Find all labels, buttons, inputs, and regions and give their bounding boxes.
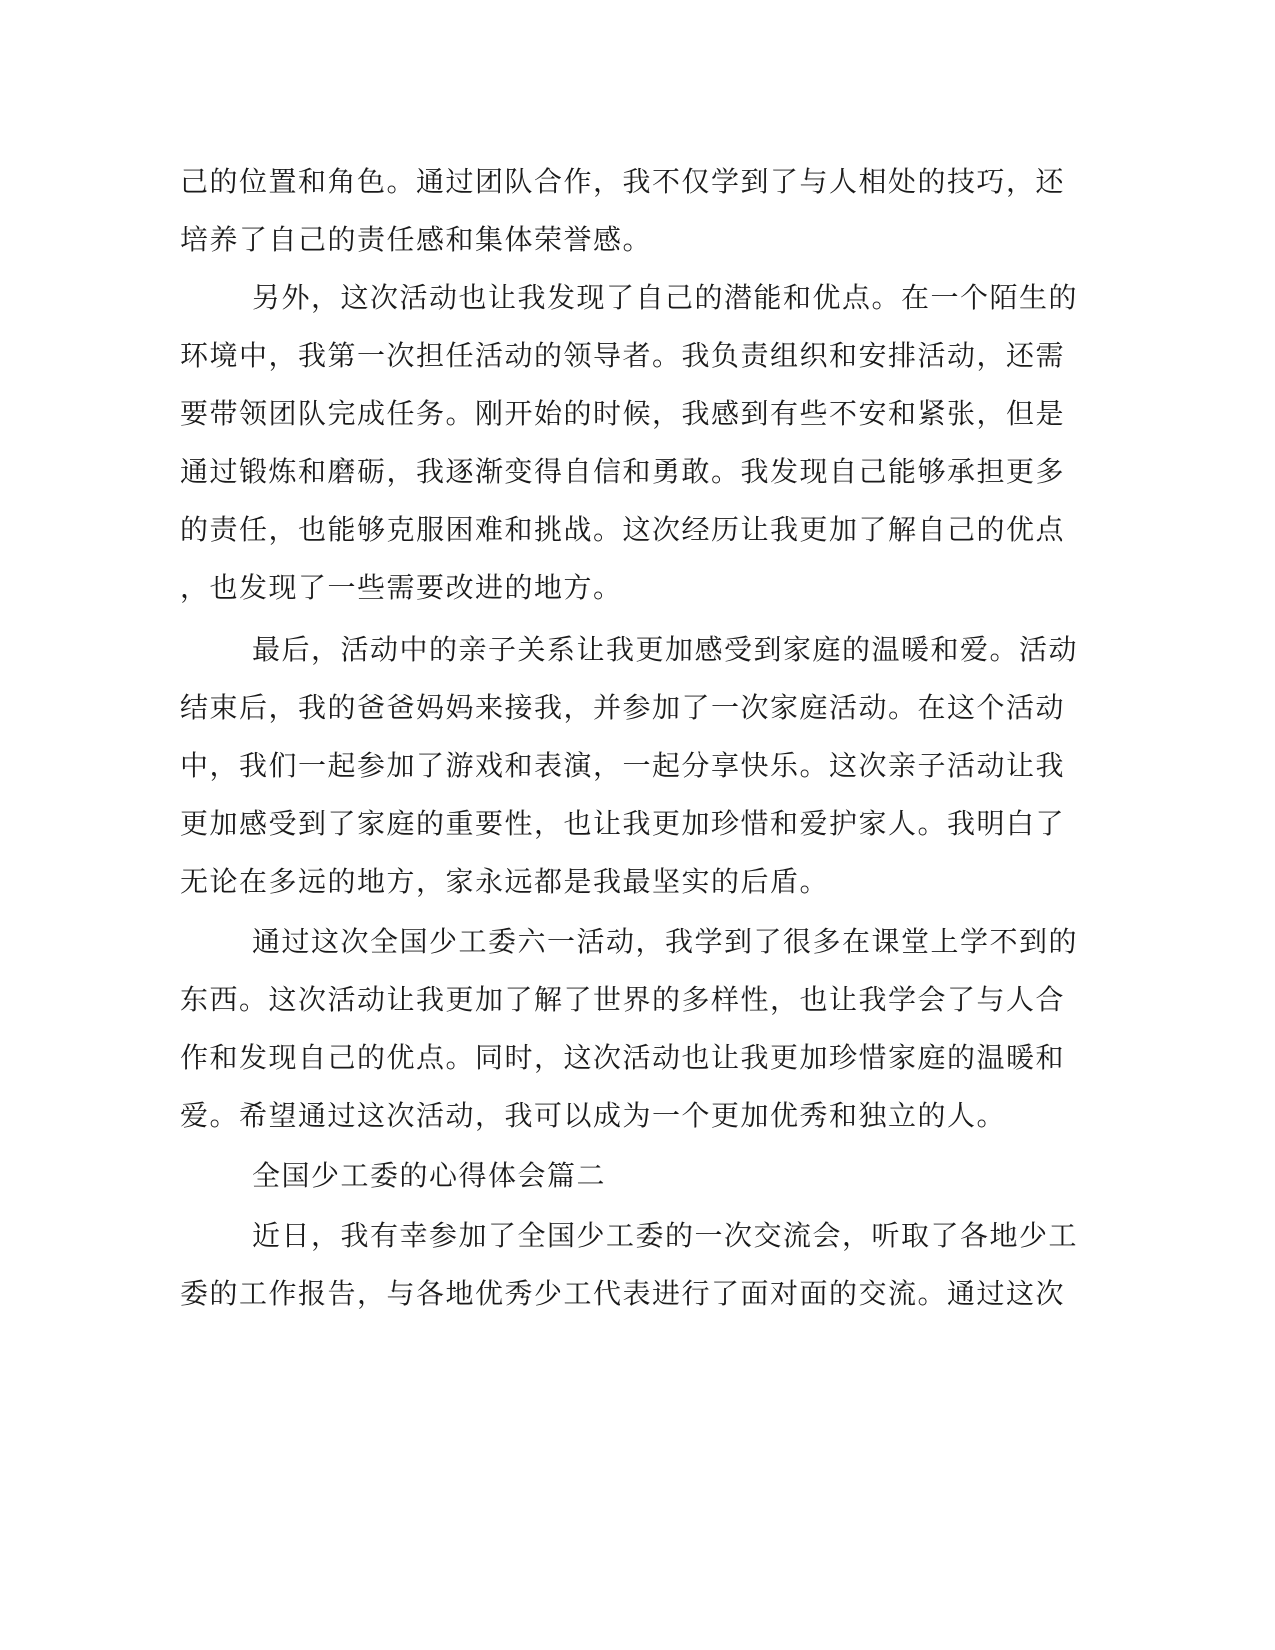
text-line: 要带领团队完成任务。刚开始的时候，我感到有些不安和紧张，但是 — [180, 397, 1066, 430]
text-line: 结束后，我的爸爸妈妈来接我，并参加了一次家庭活动。在这个活动 — [180, 691, 1066, 724]
text-line: 爱。希望通过这次活动，我可以成为一个更加优秀和独立的人。 — [180, 1099, 1007, 1132]
paragraph-first-line: 通过这次全国少工委六一活动，我学到了很多在课堂上学不到的 — [252, 925, 1079, 958]
paragraph-first-line: 另外，这次活动也让我发现了自己的潜能和优点。在一个陌生的 — [252, 281, 1079, 314]
text-line: 己的位置和角色。通过团队合作，我不仅学到了与人相处的技巧，还 — [180, 165, 1066, 198]
text-line: ，也发现了一些需要改进的地方。 — [180, 571, 623, 604]
text-line: 通过锻炼和磨砺，我逐渐变得自信和勇敢。我发现自己能够承担更多 — [180, 455, 1066, 488]
paragraph-first-line: 近日，我有幸参加了全国少工委的一次交流会，听取了各地少工 — [252, 1219, 1079, 1252]
text-line: 更加感受到了家庭的重要性，也让我更加珍惜和爱护家人。我明白了 — [180, 807, 1066, 840]
text-line: 环境中，我第一次担任活动的领导者。我负责组织和安排活动，还需 — [180, 339, 1066, 372]
text-line: 委的工作报告，与各地优秀少工代表进行了面对面的交流。通过这次 — [180, 1277, 1066, 1310]
text-line: 作和发现自己的优点。同时，这次活动也让我更加珍惜家庭的温暖和 — [180, 1041, 1066, 1074]
text-line: 东西。这次活动让我更加了解了世界的多样性，也让我学会了与人合 — [180, 983, 1066, 1016]
section-heading: 全国少工委的心得体会篇二 — [252, 1159, 607, 1192]
text-line: 培养了自己的责任感和集体荣誉感。 — [180, 223, 653, 256]
paragraph-first-line: 最后，活动中的亲子关系让我更加感受到家庭的温暖和爱。活动 — [252, 633, 1079, 666]
text-line: 无论在多远的地方，家永远都是我最坚实的后盾。 — [180, 865, 830, 898]
text-line: 中，我们一起参加了游戏和表演，一起分享快乐。这次亲子活动让我 — [180, 749, 1066, 782]
text-line: 的责任，也能够克服困难和挑战。这次经历让我更加了解自己的优点 — [180, 513, 1066, 546]
